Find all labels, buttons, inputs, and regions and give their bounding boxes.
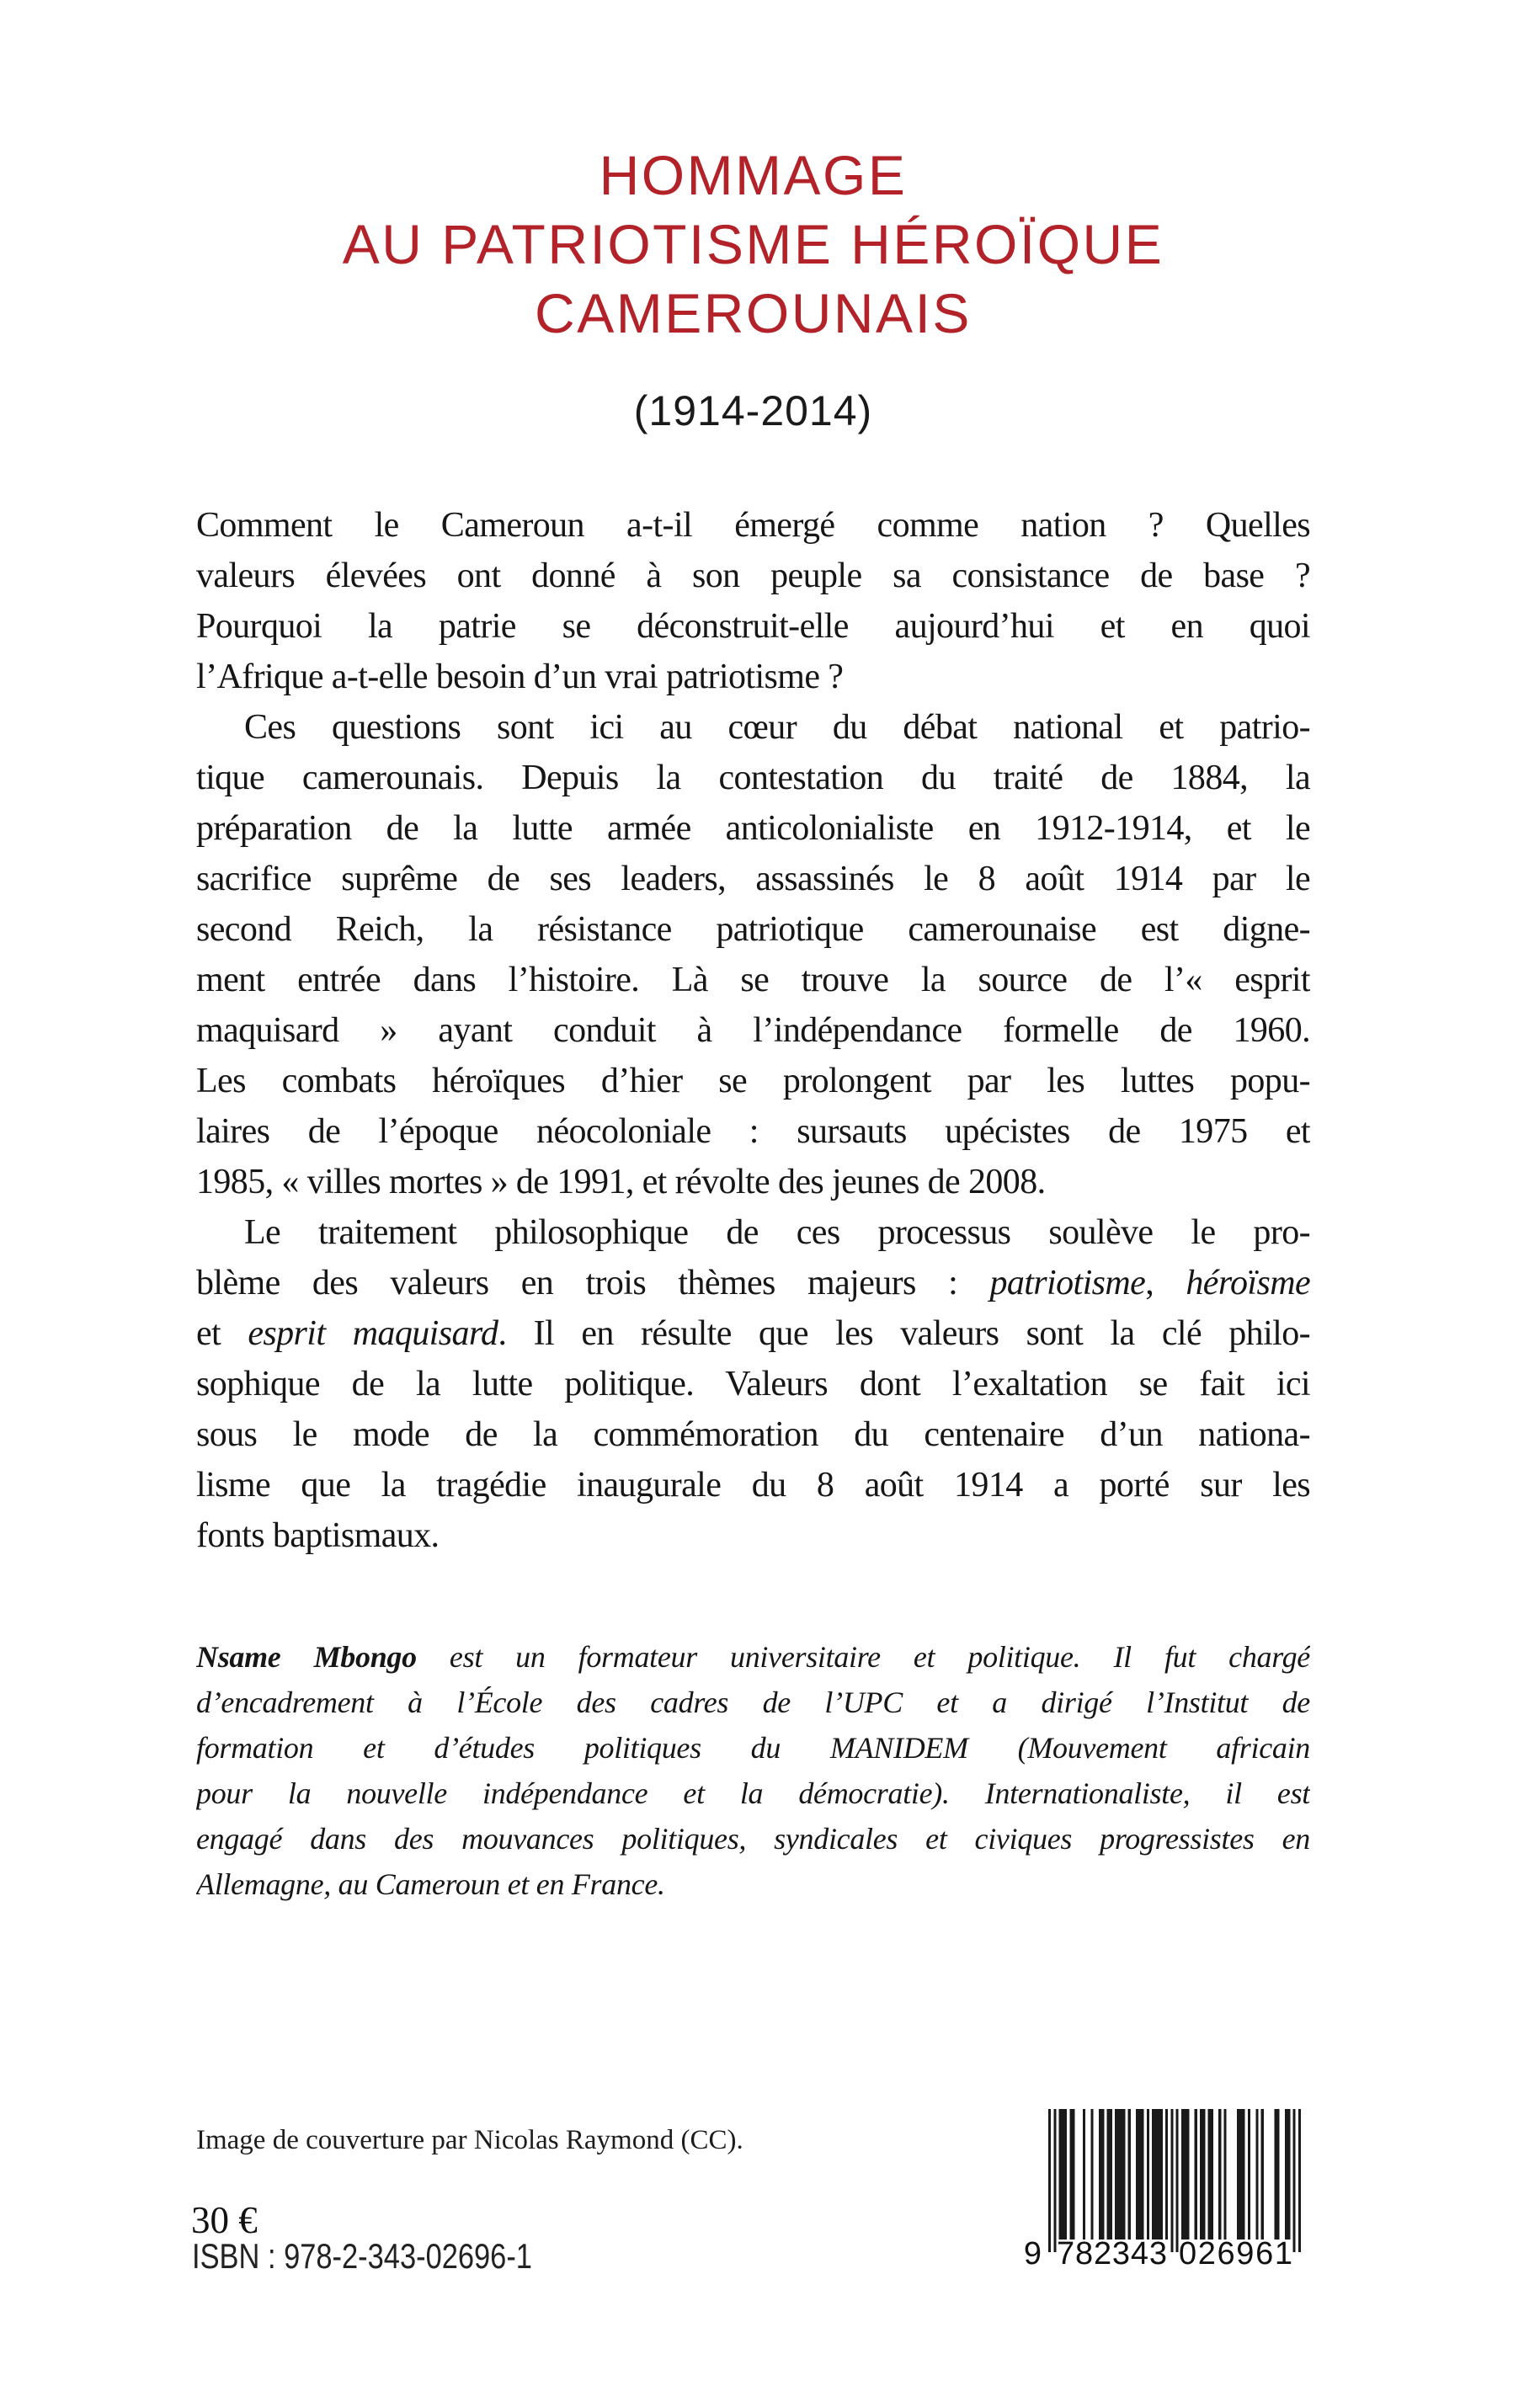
synopsis-line: maquisard » ayant conduit à l’indépendance formelle de 1960.	[196, 1011, 1310, 1050]
synopsis-line: blème des valeurs en trois thèmes majeurs : patriotisme, héroïsme	[196, 1264, 1310, 1302]
barcode-digit: 3	[1111, 2236, 1131, 2271]
barcode-digit: 8	[1074, 2236, 1094, 2271]
author-bio-line: formation et d’études politiques du MANIDEM (Mouvement africain	[196, 1731, 1310, 1765]
synopsis-line: Pourquoi la patrie se déconstruit-elle aujourd’hui et en quoi	[196, 607, 1310, 646]
book-title	[196, 141, 1310, 348]
synopsis-line: l’Afrique a-t-elle besoin d’un vrai patriotisme ?	[196, 658, 844, 696]
synopsis-line: Le traitement philosophique de ces processus soulève le pro-	[244, 1213, 1310, 1252]
barcode-digit: 3	[1148, 2236, 1167, 2271]
author-bio-line: pour la nouvelle indépendance et la démocratie). Internationaliste, il est	[196, 1776, 1310, 1810]
title-line: CAMEROUNAIS	[535, 282, 972, 344]
title-line: AU PATRIOTISME HÉROÏQUE	[342, 213, 1164, 275]
barcode-digits-right	[1179, 2237, 1292, 2271]
author-bio-line: engagé dans des mouvances politiques, syndicales et civiques progressistes en	[196, 1822, 1310, 1856]
synopsis-line: et esprit maquisard. Il en résulte que les valeurs sont la clé philo-	[196, 1314, 1310, 1353]
barcode-digit: 6	[1217, 2236, 1235, 2271]
barcode-digit: 0	[1179, 2236, 1197, 2271]
price: 30 €	[191, 2199, 258, 2241]
barcode-bars	[1048, 2109, 1301, 2252]
synopsis	[196, 500, 1310, 1561]
synopsis-line: sacrifice suprême de ses leaders, assassinés le 8 août 1914 par le	[196, 860, 1310, 898]
synopsis-line: Ces questions sont ici au cœur du débat national et patrio-	[244, 708, 1310, 747]
barcode-digit: 2	[1197, 2236, 1216, 2271]
synopsis-line: 1985, « villes mortes » de 1991, et révolte des jeunes de 2008.	[196, 1163, 1046, 1201]
synopsis-line: tique camerounais. Depuis la contestation du traité de 1884, la	[196, 759, 1310, 797]
synopsis-line: Les combats héroïques d’hier se prolongent par les luttes popu-	[196, 1062, 1310, 1100]
synopsis-line: second Reich, la résistance patriotique camerounaise est digne-	[196, 910, 1310, 949]
synopsis-line: lisme que la tragédie inaugurale du 8 août 1914 a porté sur les	[196, 1466, 1310, 1505]
barcode-digit: 7	[1057, 2236, 1075, 2271]
isbn: ISBN : 978-2-343-02696-1	[192, 2236, 532, 2276]
barcode-digit: 2	[1093, 2236, 1112, 2271]
author-bio-line: Allemagne, au Cameroun et en France.	[196, 1867, 665, 1901]
synopsis-line: valeurs élevées ont donné à son peuple sa consistance de base ?	[196, 557, 1310, 595]
synopsis-line: laires de l’époque néocoloniale : sursauts upécistes de 1975 et	[196, 1112, 1310, 1151]
barcode-digit: 6	[1255, 2236, 1274, 2271]
cover-image-credit: Image de couverture par Nicolas Raymond (CC).	[196, 2125, 743, 2155]
barcode-digit: 1	[1274, 2236, 1292, 2271]
barcode-digits-left	[1057, 2237, 1167, 2271]
synopsis-line: sophique de la lutte politique. Valeurs dont l’exaltation se fait ici	[196, 1365, 1310, 1403]
barcode-digit-lead: 9	[1023, 2236, 1042, 2271]
book-subtitle: (1914-2014)	[633, 387, 873, 434]
synopsis-line: Comment le Cameroun a-t-il émergé comme nation ? Quelles	[196, 506, 1310, 545]
title-line: HOMMAGE	[599, 144, 908, 206]
author-bio-line: Nsame Mbongo est un formateur universitaire et politique. Il fut chargé	[196, 1640, 1310, 1674]
author-bio	[196, 1634, 1310, 1907]
synopsis-line: préparation de la lutte armée anticolonialiste en 1912-1914, et le	[196, 809, 1310, 848]
author-bio-line: d’encadrement à l’École des cadres de l’UPC et a dirigé l’Institut de	[196, 1686, 1310, 1719]
barcode-digit: 9	[1236, 2236, 1255, 2271]
barcode-digit: 4	[1130, 2236, 1149, 2271]
ean13-barcode	[1023, 2109, 1301, 2277]
synopsis-line: ment entrée dans l’histoire. Là se trouve la source de l’« esprit	[196, 961, 1310, 999]
synopsis-line: sous le mode de la commémoration du centenaire d’un nationa-	[196, 1415, 1310, 1454]
synopsis-line: fonts baptismaux.	[196, 1516, 440, 1555]
